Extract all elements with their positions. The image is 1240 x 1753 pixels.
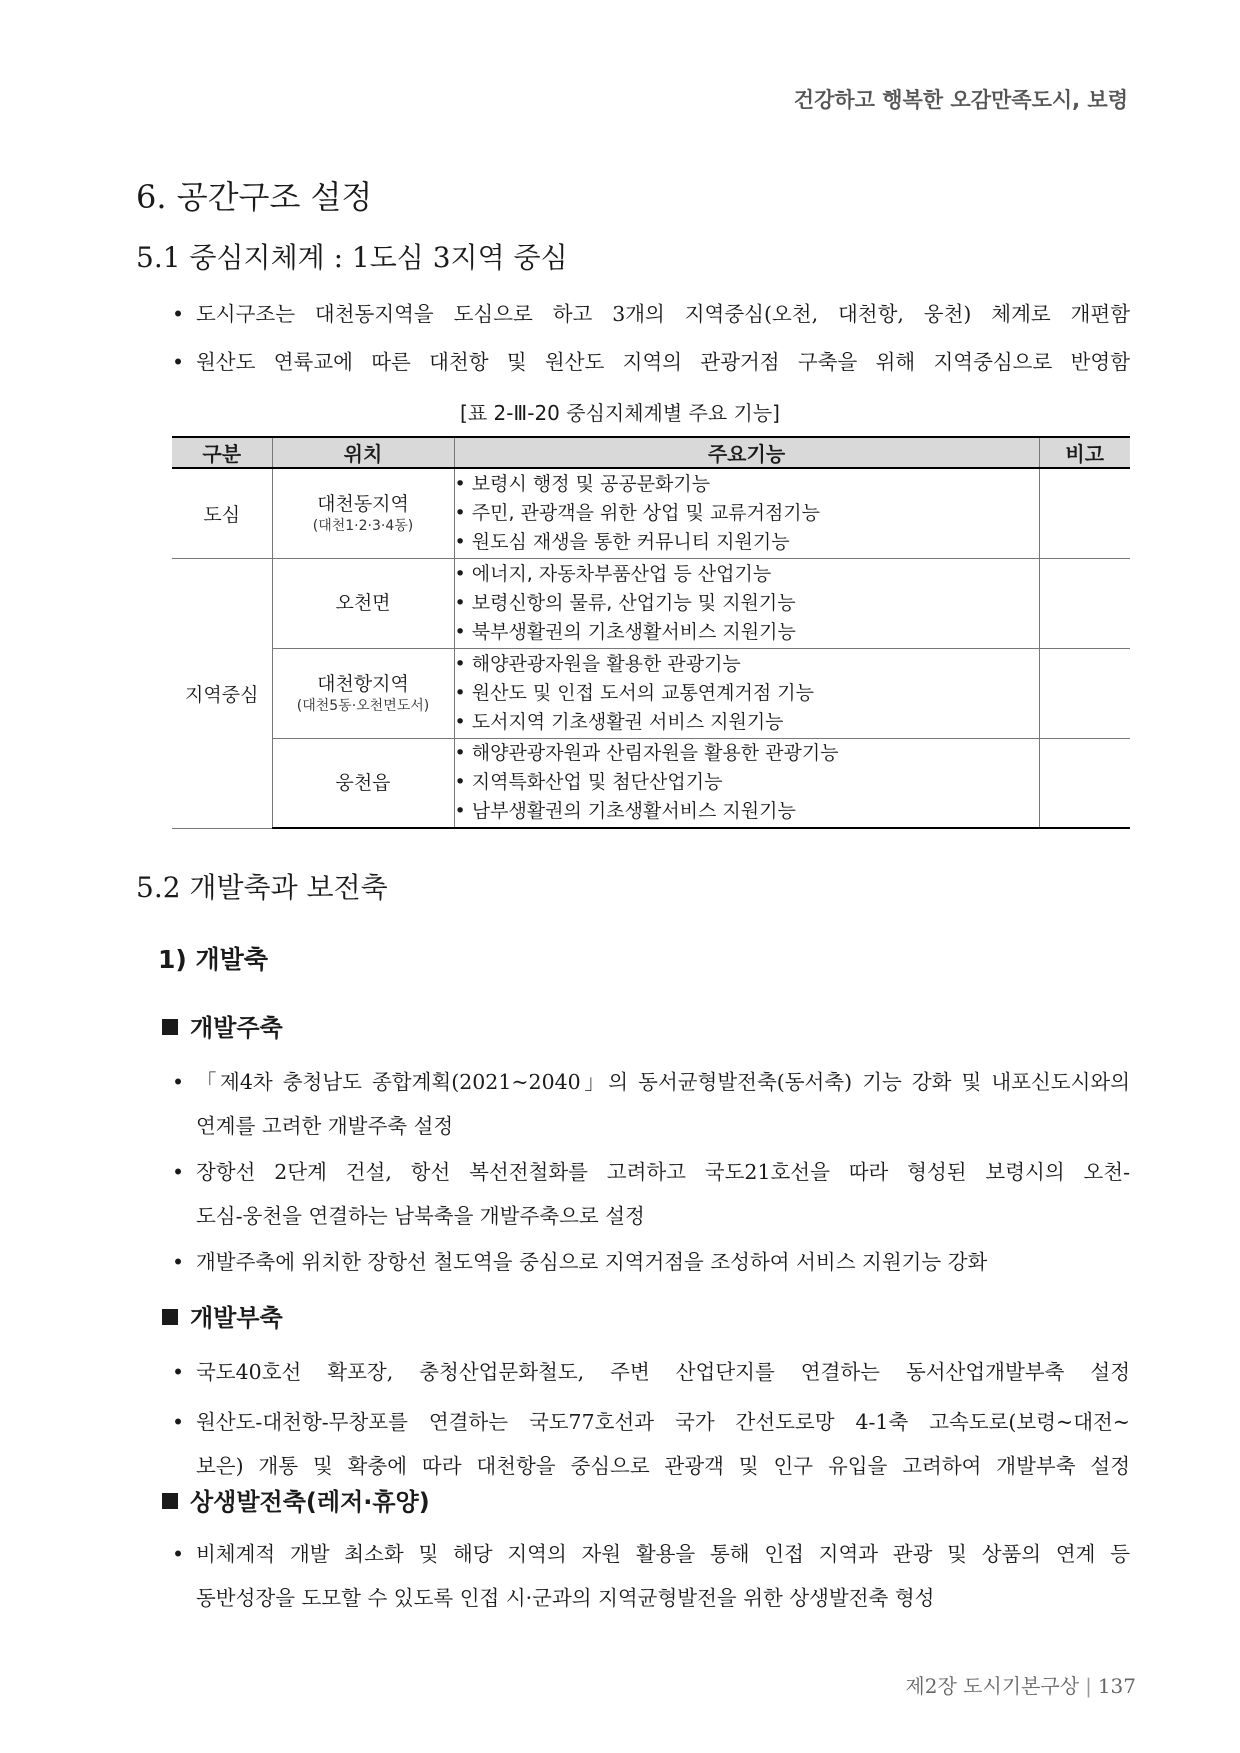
table-caption: [표 2-Ⅲ-20 중심지체계별 주요 기능] [460, 401, 780, 425]
square-bullet-icon [162, 1019, 178, 1035]
note-cell [1039, 558, 1130, 648]
header-note: 비고 [1039, 437, 1130, 468]
header-functions: 주요기능 [454, 437, 1039, 468]
location-cell [272, 558, 454, 648]
functions-cell [454, 558, 1039, 648]
location-sub: (대천5동·오천면도서) [296, 698, 430, 714]
note-cell [1039, 738, 1130, 828]
function-item: • 에너지, 자동차부품산업 등 산업기능 [454, 562, 772, 585]
note-cell [1039, 648, 1130, 738]
function-item: • 남부생활권의 기초생활서비스 지원기능 [454, 800, 796, 823]
bullet-text: 국도40호선 확포장, 충청산업문화철도, 주변 산업단지를 연결하는 동서산업개발부축 설정 [196, 1360, 1130, 1384]
bullet-text-continued: 동반성장을 도모할 수 있도록 인접 시·군과의 지역균형발전을 위한 상생발전축 형성 [196, 1586, 935, 1610]
location-name: 웅천읍 [335, 771, 391, 794]
table-row [172, 558, 1130, 648]
location-sub: (대천1·2·3·4동) [312, 518, 414, 535]
square-bullet-icon [162, 1493, 178, 1509]
page-number: 137 [1097, 1674, 1136, 1698]
list-item [172, 1532, 1130, 1620]
bullet-icon: • [172, 1070, 185, 1094]
heading-coexist-axis [162, 1482, 430, 1517]
bullet-icon: • [172, 1410, 185, 1434]
functions-cell [454, 468, 1039, 558]
list-item [172, 1060, 1130, 1148]
list-item [172, 1240, 1130, 1284]
function-item: • 해양관광자원을 활용한 관광기능 [454, 652, 741, 675]
section-title: 6. 공간구조 설정 [136, 178, 373, 216]
heading-sub-axis [162, 1298, 283, 1333]
table-row [172, 468, 1130, 558]
bullet-icon: • [172, 1360, 185, 1384]
function-item: • 주민, 관광객을 위한 상업 및 교류거점기능 [454, 501, 821, 524]
function-item: • 보령신항의 물류, 산업기능 및 지원기능 [454, 591, 796, 614]
running-header: 건강하고 행복한 오감만족도시, 보령 [793, 88, 1128, 112]
list-item [172, 1150, 1130, 1238]
function-item: • 보령시 행정 및 공공문화기능 [454, 472, 711, 495]
heading-text: 개발부축 [190, 1304, 283, 1332]
list-item [172, 340, 1130, 384]
location-cell [272, 648, 454, 738]
note-cell [1039, 468, 1130, 558]
location-name: 대천동지역 [317, 493, 409, 516]
table-row [172, 738, 1130, 828]
category-cell: 지역중심 [172, 558, 272, 828]
function-item: • 원산도 및 인접 도서의 교통연계거점 기능 [454, 681, 814, 704]
category-cell: 도심 [172, 468, 272, 558]
heading-main-axis [162, 1008, 283, 1043]
footer-chapter: 제2장 도시기본구상 [905, 1674, 1080, 1698]
function-item: • 북부생활권의 기초생활서비스 지원기능 [454, 620, 796, 643]
function-item: • 도서지역 기초생활권 서비스 지원기능 [454, 710, 784, 733]
list-item [172, 1400, 1130, 1488]
page-footer [905, 1670, 1136, 1699]
bullet-icon: • [172, 302, 185, 326]
bullet-icon: • [172, 350, 185, 374]
location-name: 대천항지역 [317, 673, 409, 695]
footer-separator: | [1085, 1674, 1092, 1698]
location-name: 오천면 [335, 592, 391, 614]
bullet-icon: • [172, 1542, 185, 1566]
function-item: • 원도심 재생을 통한 커뮤니티 지원기능 [454, 530, 790, 553]
subsubsection-title: 1) 개발축 [158, 945, 268, 974]
functions-cell [454, 738, 1039, 828]
square-bullet-icon [162, 1309, 178, 1325]
bullet-text: 원산도-대천항-무창포를 연결하는 국도77호선과 국가 간선도로망 4-1축 고속도로(보령~대전~ [196, 1410, 1130, 1434]
list-item [172, 292, 1130, 336]
table-header-row [172, 437, 1130, 468]
bullet-text: 비체계적 개발 최소화 및 해당 지역의 자원 활용을 통해 인접 지역과 관광 및 상품의 연계 등 [196, 1542, 1130, 1566]
subsection-title-5-1: 5.1 중심지체계 : 1도심 3지역 중심 [136, 241, 568, 274]
function-item: • 지역특화산업 및 첨단산업기능 [454, 771, 723, 794]
bullet-icon: • [172, 1250, 185, 1274]
location-cell [272, 738, 454, 828]
header-location: 위치 [272, 437, 454, 468]
location-cell [272, 468, 454, 558]
bullet-text-continued: 도심-웅천을 연결하는 남북축을 개발주축으로 설정 [196, 1204, 645, 1228]
heading-text: 상생발전축(레저·휴양) [190, 1488, 430, 1516]
bullet-text-continued: 연계를 고려한 개발주축 설정 [196, 1114, 454, 1138]
bullet-text: 원산도 연륙교에 따른 대천항 및 원산도 지역의 관광거점 구축을 위해 지역중심으로 반영함 [196, 350, 1130, 374]
bullet-text-continued: 보은) 개통 및 확충에 따라 대천항을 중심으로 관광객 및 인구 유입을 고려하여 개발부축 설정 [196, 1454, 1130, 1478]
bullet-text: 장항선 2단계 건설, 항선 복선전철화를 고려하고 국도21호선을 따라 형성된 보령시의 오천- [196, 1160, 1130, 1184]
bullet-text: 「제4차 충청남도 종합계획(2021~2040」의 동서균형발전축(동서축) 기능 강화 및 내포신도시와의 [196, 1070, 1130, 1094]
function-item: • 해양관광자원과 산림자원을 활용한 관광기능 [454, 742, 839, 765]
header-category: 구분 [172, 437, 272, 468]
bullet-icon: • [172, 1160, 185, 1184]
heading-text: 개발주축 [190, 1014, 283, 1042]
list-item [172, 1350, 1130, 1394]
bullet-text: 개발주축에 위치한 장항선 철도역을 중심으로 지역거점을 조성하여 서비스 지원기능 강화 [196, 1250, 988, 1274]
subsection-title-5-2: 5.2 개발축과 보전축 [136, 871, 388, 904]
table-row [172, 648, 1130, 738]
function-table [172, 436, 1130, 829]
functions-cell [454, 648, 1039, 738]
bullet-text: 도시구조는 대천동지역을 도심으로 하고 3개의 지역중심(오천, 대천항, 웅천) 체계로 개편함 [196, 302, 1130, 326]
